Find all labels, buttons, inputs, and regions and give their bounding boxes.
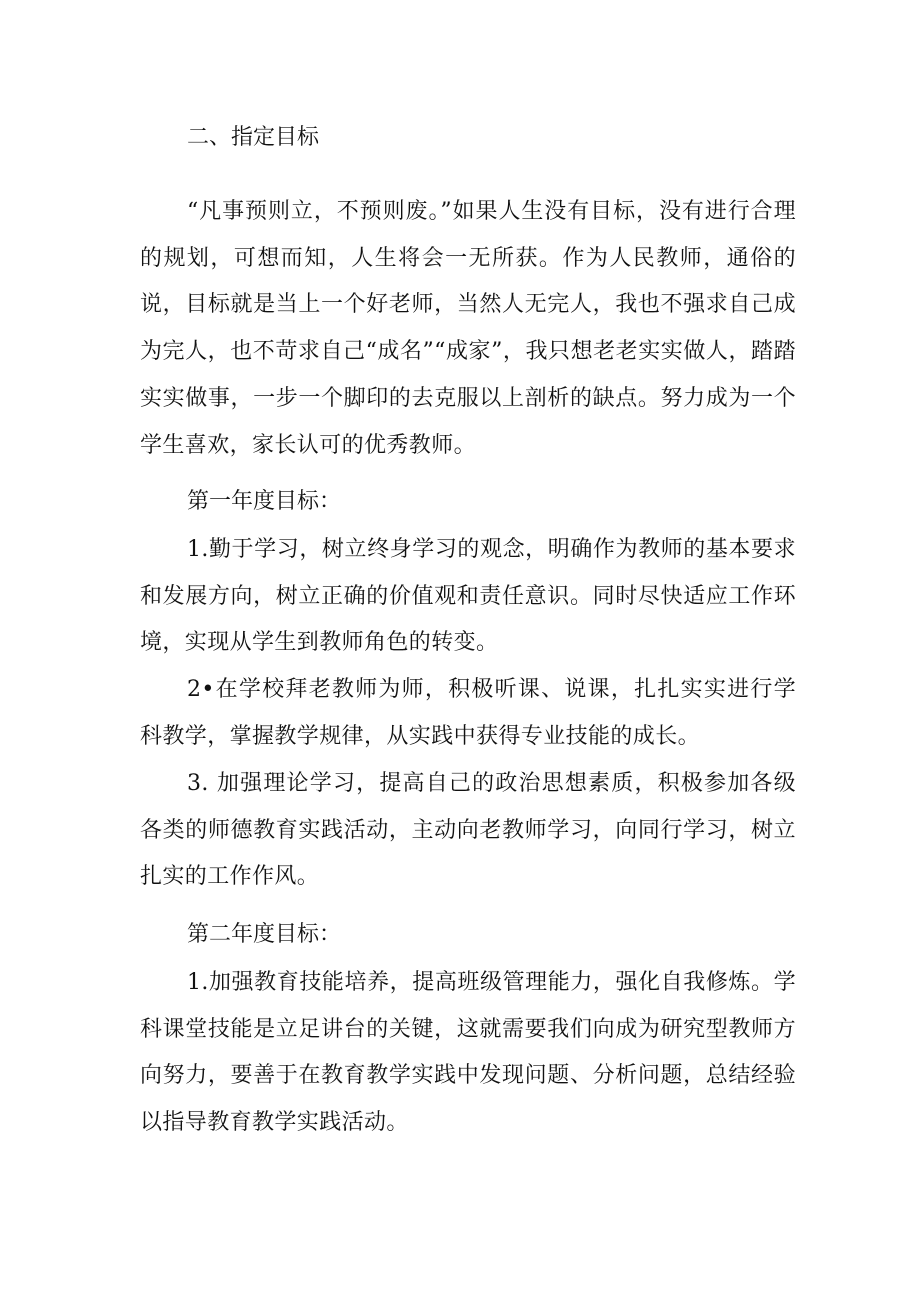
- section-heading: 二、指定目标: [187, 125, 320, 150]
- year1-item-2: 2•在学校拜老教师为师，积极听课、说课，扎扎实实进行学科教学，掌握教学规律，从实践中获得专业技能的成长。: [140, 677, 796, 749]
- year2-item-1: 1.加强教育技能培养，提高班级管理能力，强化自我修炼。学科课堂技能是立足讲台的关键，这就需要我们向成为研究型教师方向努力，要善于在教育教学实践中发现问题、分析问题，总结经验以指导教育教学实践活动。: [140, 970, 796, 1136]
- year1-item-1: 1.勤于学习，树立终身学习的观念，明确作为教师的基本要求和发展方向，树立正确的价值观和责任意识。同时尽快适应工作环境，实现从学生到教师角色的转变。: [140, 537, 796, 656]
- year1-item-3: 3. 加强理论学习，提高自己的政治思想素质，积极参加各级各类的师德教育实践活动，主动向老教师学习，向同行学习，树立扎实的工作作风。: [140, 771, 796, 890]
- year2-title: 第二年度目标：: [187, 922, 342, 947]
- year1-title: 第一年度目标：: [187, 489, 342, 514]
- intro-paragraph: “凡事预则立，不预则废。”如果人生没有目标，没有进行合理的规划，可想而知，人生将会一无所获。作为人民教师，通俗的说，目标就是当上一个好老师，当然人无完人，我也不强求自己成为完人，也不苛求自己“成名”“成家”，我只想老老实实做人，踏踏实实做事，一步一个脚印的去克服以上剖析的缺点。努力成为一个学生喜欢，家长认可的优秀教师。: [140, 199, 796, 458]
